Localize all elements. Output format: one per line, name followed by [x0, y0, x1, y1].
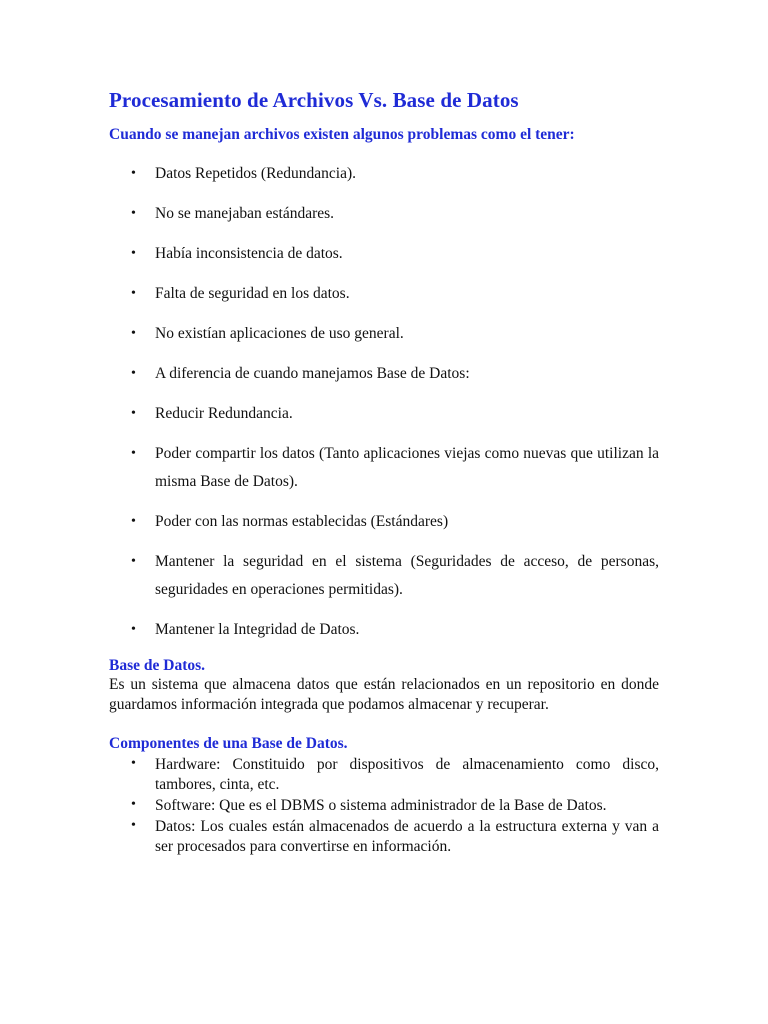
list-item-text: Mantener la seguridad en el sistema (Seguridades de acceso, de personas, seguridades en operaciones permitidas).: [155, 553, 659, 598]
list-item: [109, 796, 659, 816]
list-item-text: Datos Repetidos (Redundancia).: [155, 165, 357, 182]
list-item-text: Mantener la Integridad de Datos.: [155, 621, 360, 638]
document-title: Procesamiento de Archivos Vs. Base de Datos: [109, 88, 519, 112]
list-item-text: Había inconsistencia de datos.: [155, 245, 343, 262]
bullet-icon: •: [131, 166, 136, 181]
list-item-text: Datos: Los cuales están almacenados de acuerdo a la estructura externa y van a ser procesados para convertirse en información.: [155, 818, 659, 855]
list-item-text: Hardware: Constituido por dispositivos de almacenamiento como disco, tambores, cinta, etc.: [155, 756, 659, 793]
list-item: [109, 508, 659, 536]
list-item-text: Poder compartir los datos (Tanto aplicaciones viejas como nuevas que utilizan la misma Base de Datos).: [155, 445, 659, 490]
list-item-text: No se manejaban estándares.: [155, 205, 335, 222]
bullet-icon: •: [131, 756, 136, 771]
list-item: [109, 400, 659, 428]
list-item-text: Reducir Redundancia.: [155, 405, 293, 422]
list-item: [109, 817, 659, 857]
base-datos-heading: Base de Datos.: [109, 657, 206, 674]
list-item: [109, 440, 659, 496]
list-item-text: Falta de seguridad en los datos.: [155, 285, 350, 302]
bullet-icon: •: [131, 514, 136, 529]
list-item: [109, 280, 659, 308]
list-item: [109, 548, 659, 604]
bullet-icon: •: [131, 622, 136, 637]
base-datos-text: Es un sistema que almacena datos que están relacionados en un repositorio en donde guardamos información integrada que podamos almacenar y recuperar.: [109, 676, 659, 713]
bullet-icon: •: [131, 366, 136, 381]
list-item: [109, 616, 659, 644]
list-item: [109, 160, 659, 188]
list-item: [109, 360, 659, 388]
list-item: [109, 200, 659, 228]
bullet-icon: •: [131, 446, 136, 461]
list-item-text: Poder con las normas establecidas (Estándares): [155, 513, 449, 530]
document-page: [109, 86, 659, 858]
list-item: [109, 320, 659, 348]
list-item: [109, 755, 659, 795]
componentes-heading: Componentes de una Base de Datos.: [109, 735, 348, 752]
list-item: [109, 240, 659, 268]
bullet-icon: •: [131, 797, 136, 812]
list-item-text: Software: Que es el DBMS o sistema administrador de la Base de Datos.: [155, 797, 607, 814]
bullet-icon: •: [131, 406, 136, 421]
bullet-icon: •: [131, 326, 136, 341]
list-item-text: A diferencia de cuando manejamos Base de Datos:: [155, 365, 470, 382]
list-item-text: No existían aplicaciones de uso general.: [155, 325, 404, 342]
bullet-icon: •: [131, 246, 136, 261]
bullet-icon: •: [131, 818, 136, 833]
intro-heading: Cuando se manejan archivos existen algunos problemas como el tener:: [109, 126, 575, 143]
bullet-icon: •: [131, 286, 136, 301]
problems-list: [109, 160, 659, 644]
bullet-icon: •: [131, 206, 136, 221]
bullet-icon: •: [131, 554, 136, 569]
componentes-list: [109, 755, 659, 857]
